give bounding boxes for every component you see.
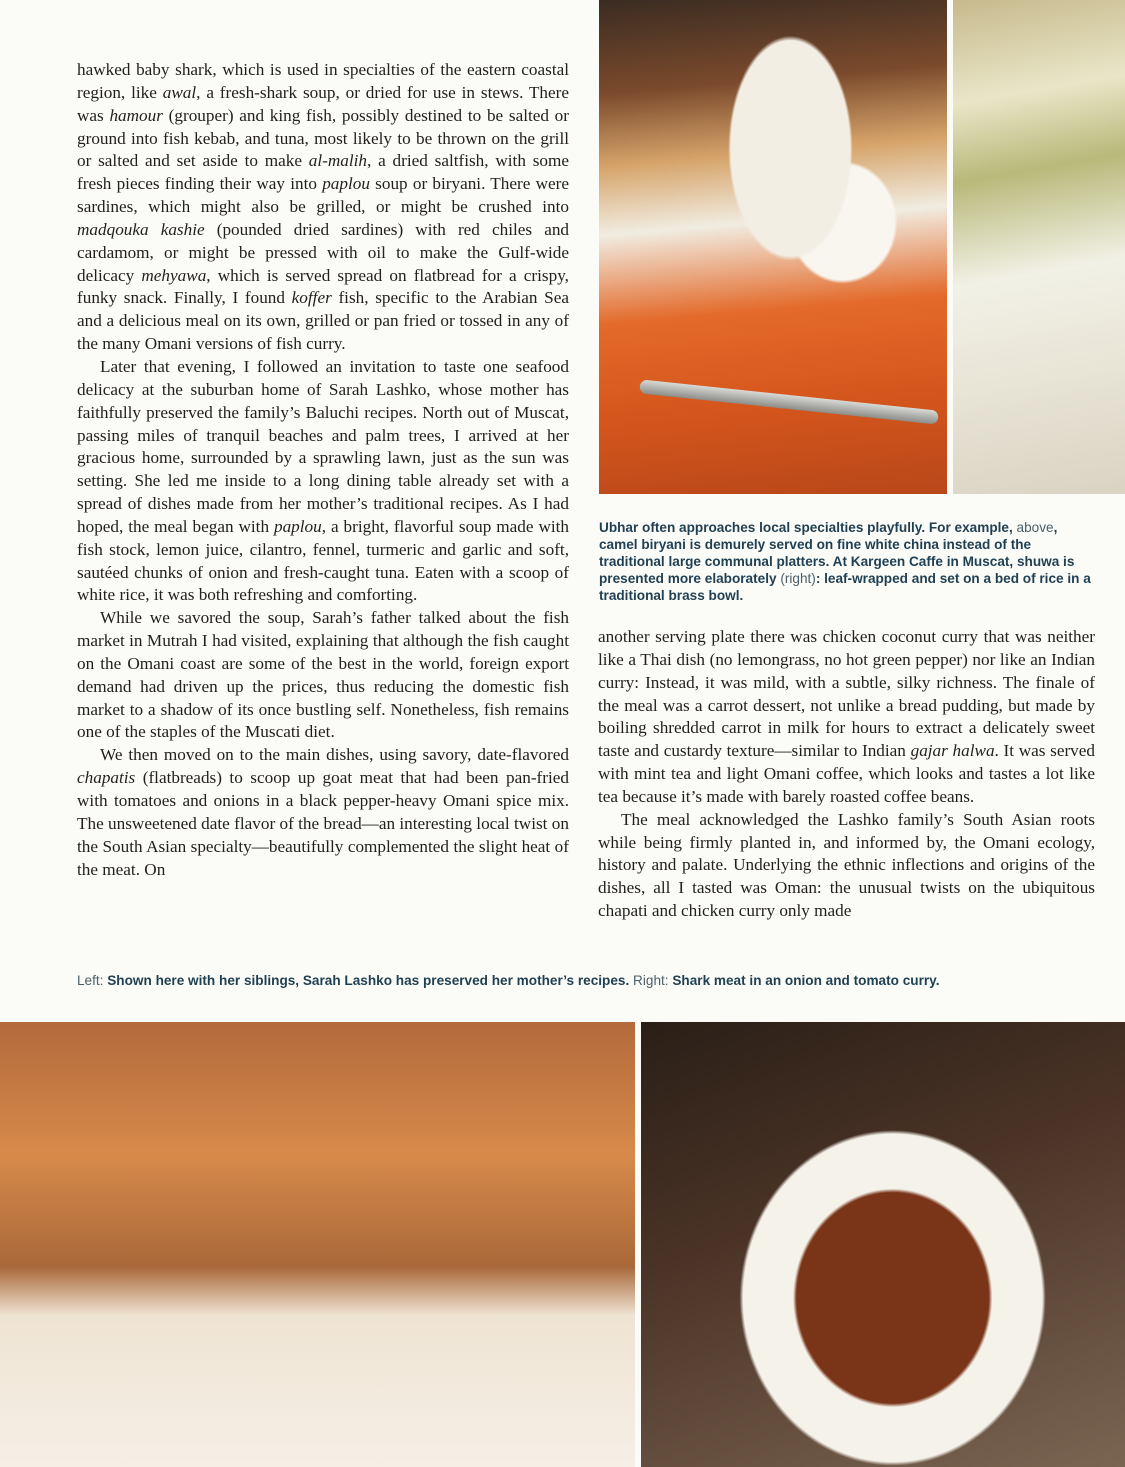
caption-direction-label: Left: (77, 973, 108, 988)
shuwa-photo (953, 0, 1125, 494)
italic-term: paplou (273, 516, 322, 536)
caption-text: Shown here with her siblings, Sarah Lashko has preserved her mother’s recipes. (107, 973, 630, 988)
bottom-photos-caption (77, 972, 1087, 989)
italic-term: koffer (291, 288, 332, 308)
lashko-family-dinner-photo (0, 1022, 635, 1467)
caption-direction-label: above (1016, 520, 1054, 535)
article-paragraph: hawked baby shark, which is used in specialties of the eastern coastal region, like awal, a fresh-shark soup, or dried for use in stews. There was hamour (grouper) and king fish, possibly destined to be salted or ground into fish kebab, and tuna, most likely to be thrown on the grill or salted and set aside to make al-malih, a dried saltfish, with some fresh pieces finding their way into paplou soup or biryani. There were sardines, which might also be grilled, or might be crushed into madqouka kashie (pounded dried sardines) with red chiles and cardamom, or might be pressed with oil to make the Gulf-wide delicacy mehyawa, which is served spread on flatbread for a crispy, funky snack. Finally, I found koffer fish, specific to the Arabian Sea and a delicious meal on its own, grilled or pan fried or tossed in any of the many Omani versions of fish curry. (77, 60, 570, 354)
italic-term: hamour (109, 105, 163, 125)
article-paragraph: another serving plate there was chicken coconut curry that was neither like a Thai dish (no lemongrass, no hot green pepper) nor like an Indian curry: Instead, it was mild, with a subtle, silky richness. The finale of the meal was a carrot dessert, not unlike a bread pudding, but made by boiling shredded carrot in milk for hours to extract a delicately sweet taste and custardy texture—similar to Indian gajar halwa. It was served with mint tea and light Omani coffee, which looks and tastes a lot like tea because it’s made with barely roasted coffee beans. (598, 627, 1095, 806)
italic-term: madqouka kashie (77, 219, 205, 239)
article-right-column (598, 626, 1095, 923)
article-paragraph: While we savored the soup, Sarah’s father talked about the fish market in Mutrah I had visited, explaining that although the fish caught on the Omani coast are some of the best in the world, foreign export demand had driven up the prices, thus reducing the domestic fish market to a shadow of its once bustling self. Nonetheless, fish remains one of the staples of the Muscati diet. (77, 608, 569, 742)
italic-term: paplou (322, 174, 370, 194)
article-paragraph: We then moved on to the main dishes, using savory, date-flavored chapatis (flatbreads) to scoop up goat meat that had been pan-fried with tomatoes and onions in a black pepper-heavy Omani spice mix. The unsweetened date flavor of the bread—an interesting local twist on the South Asian specialty—beautifully complemented the slight heat of the meat. On (77, 745, 569, 879)
caption-text: Ubhar often approaches local specialties playfully. For example, (599, 520, 1017, 535)
caption-text: : leaf-wrapped and set on a bed of rice in a traditional brass bowl. (599, 571, 1091, 603)
italic-term: al-malih (308, 151, 368, 171)
italic-term: gajar halwa (910, 741, 995, 761)
caption-text: Shark meat in an onion and tomato curry. (672, 973, 940, 988)
italic-term: chapatis (77, 768, 136, 788)
caption-direction-label: Right: (629, 973, 673, 988)
caption-text: , camel biryani is demurely served on fine white china instead of the traditional large communal platters. At Kargeen Caffe in Muscat, shuwa is presented more elaborately (599, 520, 1075, 586)
biryani-photo-caption (599, 519, 1099, 604)
italic-term: mehyawa (141, 265, 207, 285)
caption-direction-label: (right) (780, 571, 816, 586)
article-paragraph: The meal acknowledged the Lashko family’s South Asian roots while being firmly planted in, and informed by, the Omani ecology, history and palate. Underlying the ethnic inflections and origins of the dishes, all I tasted was Oman: the unusual twists on the ubiquitous chapati and chicken curry only made (598, 809, 1095, 921)
camel-biryani-photo (599, 0, 947, 494)
italic-term: awal (162, 82, 197, 102)
shark-curry-photo (641, 1022, 1125, 1467)
fork-graphic (639, 379, 939, 424)
article-paragraph: Later that evening, I followed an invitation to taste one seafood delicacy at the suburban home of Sarah Lashko, whose mother has faithfully preserved the family’s Baluchi recipes. North out of Muscat, passing miles of tranquil beaches and palm trees, I arrived at her gracious home, surrounded by a sprawling lawn, just as the sun was setting. She led me inside to a long dining table already set with a spread of dishes made from her mother’s traditional recipes. As I had hoped, the meal began with paplou, a bright, flavorful soup made with fish stock, lemon juice, cilantro, fennel, turmeric and garlic and soft, sautéed chunks of onion and fresh-caught tuna. Eaten with a scoop of white rice, it was both refreshing and comforting. (77, 356, 570, 605)
article-left-column (77, 59, 569, 881)
